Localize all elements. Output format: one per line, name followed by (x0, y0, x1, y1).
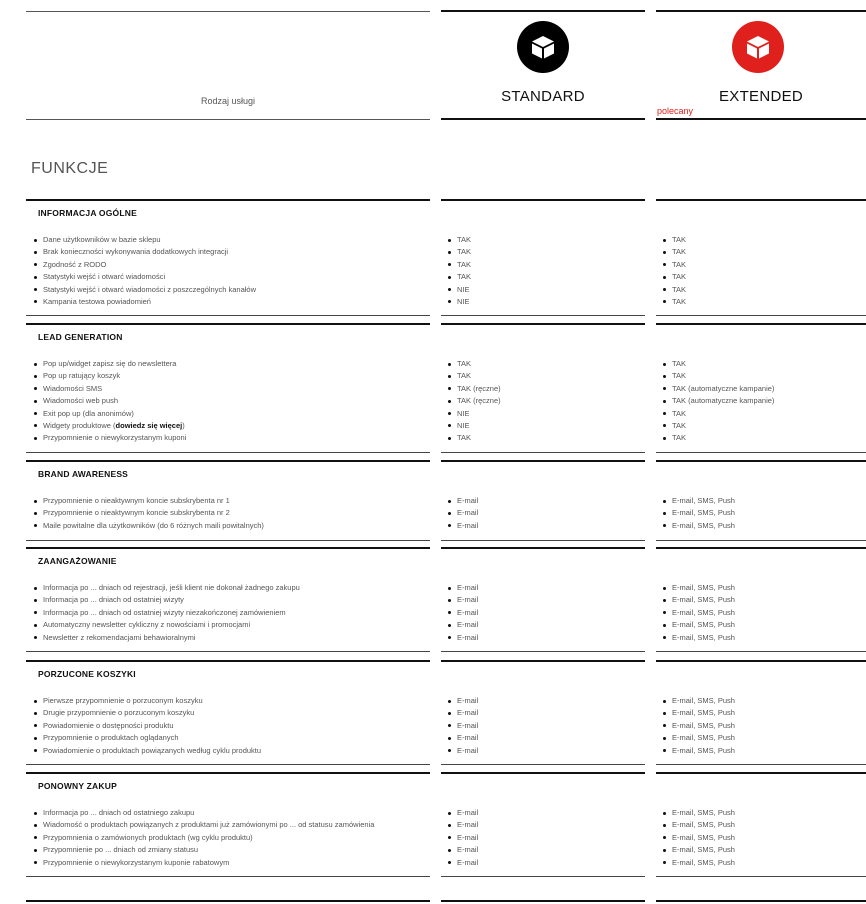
section-bottom-divider (441, 452, 645, 453)
plan-value (662, 507, 862, 519)
plan-value (447, 732, 637, 744)
plan-value (447, 819, 637, 831)
item-text: TAK (672, 259, 687, 269)
item-text: TAK (457, 259, 472, 269)
item-text: Kampania testowa powiadomień (43, 296, 151, 306)
item-text: Wiadomości web push (43, 396, 119, 406)
section-bottom-divider (656, 540, 866, 541)
service-type-label: Rodzaj usługi (200, 96, 256, 106)
item-text: E-mail (457, 745, 479, 755)
item-text: E-mail, SMS, Push (672, 696, 735, 705)
standard-top-divider (441, 10, 645, 12)
item-text: E-mail, SMS, Push (672, 496, 735, 505)
plan-value (662, 807, 862, 819)
feature-item (33, 695, 433, 707)
standard-plan-title: STANDARD (501, 88, 585, 105)
item-text: Newsletter z rekomendacjami behawioralnymi (43, 632, 196, 642)
plan-value (447, 259, 637, 271)
plan-value (447, 507, 637, 519)
section-bottom-divider (656, 315, 866, 316)
feature-item (33, 745, 433, 757)
extended-values-list (662, 234, 862, 308)
plan-value (662, 607, 862, 619)
section-top-divider (26, 460, 430, 462)
plan-value (662, 296, 862, 308)
section-top-divider (26, 547, 430, 549)
extended-plan-icon-circle (732, 21, 784, 73)
plan-value (447, 432, 637, 444)
item-text: Przypomnienie o niewykorzystanym kuponi (43, 433, 187, 443)
feature-item (33, 408, 433, 420)
item-text: Przypomnienie o nieaktywnym koncie subskrybenta nr 2 (43, 508, 230, 518)
item-text: E-mail, SMS, Push (672, 508, 735, 518)
item-text: TAK (672, 408, 687, 418)
feature-item (33, 807, 433, 819)
item-text: E-mail, SMS, Push (672, 832, 735, 842)
item-text: Drugie przypomnienie o porzuconym koszyku (43, 708, 195, 718)
feature-item (33, 259, 433, 271)
item-text: Widgety produktowe ( (43, 420, 116, 430)
plan-value (662, 695, 862, 707)
plan-value (662, 619, 862, 631)
section-top-divider (656, 323, 866, 325)
standard-values-list (447, 495, 637, 532)
item-text: TAK (672, 359, 687, 368)
plan-value (662, 582, 862, 594)
item-text: TAK (automatyczne kampanie) (672, 383, 775, 393)
feature-item (33, 495, 433, 507)
footer-divider (26, 900, 430, 902)
section-top-divider (441, 199, 645, 201)
plan-value (662, 594, 862, 606)
plan-value (447, 607, 637, 619)
feature-item (33, 420, 433, 432)
plan-value (447, 370, 637, 382)
item-text: NIE (457, 284, 470, 294)
plan-value (447, 857, 637, 869)
plan-value (447, 594, 637, 606)
section-bottom-divider (656, 876, 866, 877)
section-top-divider (656, 772, 866, 774)
item-text: E-mail (457, 857, 479, 867)
item-text: Wiadomość o produktach powiązanych z produktami już zamówionymi po ... od statusu zamówienia (43, 820, 375, 830)
plan-value (447, 520, 637, 532)
item-text: E-mail (457, 808, 479, 817)
item-text: Wiadomości SMS (43, 383, 103, 393)
plan-value (662, 720, 862, 732)
item-text: E-mail (457, 607, 479, 617)
plan-value (447, 720, 637, 732)
section-top-divider (441, 547, 645, 549)
item-text: TAK (457, 371, 472, 381)
section-bottom-divider (26, 452, 430, 453)
item-text: Maile powitalne dla użytkowników (do 6 różnych maili powitalnych) (43, 520, 264, 530)
item-text: E-mail, SMS, Push (672, 595, 735, 605)
section-top-divider (656, 660, 866, 662)
item-text: Statystyki wejść i otwarć wiadomości z poszczególnych kanałów (43, 284, 256, 294)
item-text: Informacja po ... dniach od ostatniego zakupu (43, 808, 195, 817)
item-text: E-mail, SMS, Push (672, 632, 735, 642)
plan-value (662, 844, 862, 856)
item-text: TAK (672, 296, 687, 306)
item-text: E-mail (457, 508, 479, 518)
feature-item (33, 358, 433, 370)
section-bottom-divider (26, 540, 430, 541)
item-text: E-mail (457, 708, 479, 718)
feature-item (33, 594, 433, 606)
item-text: E-mail, SMS, Push (672, 620, 735, 630)
header-bottom-divider (26, 119, 430, 120)
plan-value (662, 383, 862, 395)
section-bottom-divider (26, 315, 430, 316)
plan-value (447, 234, 637, 246)
item-text: Automatyczny newsletter cykliczny z nowościami i promocjami (43, 620, 251, 630)
item-text: Informacja po ... dniach od ostatniej wizyty (43, 595, 184, 605)
item-text: Informacja po ... dniach od ostatniej wizyty niezakończonej zamówieniem (43, 607, 286, 617)
item-text: E-mail (457, 520, 479, 530)
item-text: E-mail, SMS, Push (672, 820, 735, 830)
item-text: E-mail (457, 845, 479, 855)
plan-value (662, 832, 862, 844)
section-top-divider (441, 460, 645, 462)
item-text: Powiadomienie o dostępności produktu (43, 720, 174, 730)
plan-value (447, 807, 637, 819)
feature-item (33, 246, 433, 258)
item-text: Brak konieczności wykonywania dodatkowych integracji (43, 247, 229, 257)
section-top-divider (656, 199, 866, 201)
plan-value (662, 707, 862, 719)
item-text: Przypomnienie o nieaktywnym koncie subskrybenta nr 1 (43, 496, 230, 505)
feature-item (33, 844, 433, 856)
feature-item (33, 607, 433, 619)
extended-values-list (662, 495, 862, 532)
plan-value (447, 408, 637, 420)
plan-value (662, 857, 862, 869)
plan-value (662, 395, 862, 407)
section-top-divider (441, 660, 645, 662)
section-bottom-divider (441, 764, 645, 765)
feature-item (33, 819, 433, 831)
item-text: Pop up/widget zapisz się do newslettera (43, 359, 177, 368)
feature-item (33, 271, 433, 283)
plan-value (662, 732, 862, 744)
plan-value (447, 745, 637, 757)
section-top-divider (26, 772, 430, 774)
section-bottom-divider (441, 651, 645, 652)
item-text: TAK (672, 235, 687, 244)
item-text: Dane użytkowników w bazie sklepu (43, 235, 161, 244)
section-bottom-divider (656, 452, 866, 453)
section-top-divider (26, 199, 430, 201)
item-text: TAK (672, 272, 687, 282)
item-text: E-mail, SMS, Push (672, 808, 735, 817)
item-text: E-mail (457, 696, 479, 705)
item-text: Exit pop up (dla anonimów) (43, 408, 134, 418)
item-text-suffix: ) (182, 420, 185, 430)
item-text: E-mail (457, 620, 479, 630)
item-text: TAK (automatyczne kampanie) (672, 396, 775, 406)
plan-value (662, 632, 862, 644)
feature-item (33, 284, 433, 296)
item-text: TAK (457, 433, 472, 443)
plan-value (447, 420, 637, 432)
feature-list (33, 695, 433, 757)
learn-more-link[interactable]: dowiedz się więcej (115, 420, 183, 430)
item-text: E-mail, SMS, Push (672, 720, 735, 730)
plan-value (447, 844, 637, 856)
plan-value (662, 246, 862, 258)
item-text: E-mail (457, 632, 479, 642)
section-title-ponowny-zakup: PONOWNY ZAKUP (38, 781, 117, 791)
section-bottom-divider (441, 876, 645, 877)
feature-item (33, 520, 433, 532)
item-text: Pierwsze przypomnienie o porzuconym koszyku (43, 696, 203, 705)
item-text: Przypomnienie o niewykorzystanym kuponie rabatowym (43, 857, 230, 867)
feature-item (33, 296, 433, 308)
plan-value (662, 520, 862, 532)
item-text: E-mail, SMS, Push (672, 708, 735, 718)
plan-value (662, 259, 862, 271)
plan-value (447, 695, 637, 707)
item-text: E-mail (457, 496, 479, 505)
item-text: E-mail (457, 832, 479, 842)
item-text: E-mail, SMS, Push (672, 857, 735, 867)
feature-item (33, 857, 433, 869)
item-text: E-mail, SMS, Push (672, 745, 735, 755)
standard-header-bottom-divider (441, 118, 645, 120)
item-text: TAK (457, 247, 472, 257)
item-text: TAK (672, 433, 687, 443)
feature-item (33, 707, 433, 719)
header-top-divider (26, 11, 430, 12)
section-title-brand-awareness: BRAND AWARENESS (38, 469, 129, 479)
section-bottom-divider (656, 651, 866, 652)
item-text: TAK (457, 272, 472, 282)
plan-value (447, 271, 637, 283)
plan-value (447, 707, 637, 719)
feature-item (33, 632, 433, 644)
feature-item (33, 383, 433, 395)
plan-value (662, 819, 862, 831)
plan-value (662, 284, 862, 296)
feature-item (33, 432, 433, 444)
plan-value (447, 358, 637, 370)
functions-heading: FUNKCJE (31, 160, 109, 177)
item-text: NIE (457, 408, 470, 418)
section-top-divider (656, 547, 866, 549)
section-top-divider (26, 660, 430, 662)
plan-value (447, 246, 637, 258)
item-text: TAK (457, 235, 472, 244)
item-text: TAK (ręczne) (457, 383, 501, 393)
extended-values-list (662, 582, 862, 644)
feature-item (33, 395, 433, 407)
extended-header-bottom-divider (656, 118, 866, 120)
feature-item (33, 507, 433, 519)
section-top-divider (656, 460, 866, 462)
item-text: E-mail (457, 820, 479, 830)
plan-value (662, 370, 862, 382)
item-text: TAK (ręczne) (457, 396, 501, 406)
feature-item (33, 582, 433, 594)
section-title-lead-generation: LEAD GENERATION (38, 332, 123, 342)
section-bottom-divider (656, 764, 866, 765)
item-text: E-mail, SMS, Push (672, 583, 735, 592)
section-top-divider (26, 323, 430, 325)
section-bottom-divider (441, 540, 645, 541)
extended-top-divider (656, 10, 866, 12)
item-text: NIE (457, 420, 470, 430)
section-title-informacja-og-lne: INFORMACJA OGÓLNE (38, 208, 137, 218)
plan-value (447, 495, 637, 507)
feature-item (33, 370, 433, 382)
feature-item (33, 720, 433, 732)
item-text: E-mail (457, 583, 479, 592)
extended-values-list (662, 695, 862, 757)
plan-value (662, 271, 862, 283)
plan-value (662, 495, 862, 507)
section-top-divider (441, 772, 645, 774)
standard-values-list (447, 582, 637, 644)
standard-values-list (447, 807, 637, 869)
feature-list (33, 234, 433, 308)
feature-list (33, 807, 433, 869)
section-bottom-divider (441, 315, 645, 316)
extended-values-list (662, 358, 862, 445)
item-text: TAK (672, 284, 687, 294)
feature-item (33, 832, 433, 844)
item-text: E-mail, SMS, Push (672, 733, 735, 743)
plan-value (447, 296, 637, 308)
feature-item (33, 234, 433, 246)
feature-item (33, 732, 433, 744)
item-text: TAK (672, 420, 687, 430)
plan-value (447, 832, 637, 844)
item-text: Przypomnienia o zamówionych produktach (wg cyklu produktu) (43, 832, 253, 842)
section-bottom-divider (26, 764, 430, 765)
item-text: Przypomnienie o produktach oglądanych (43, 733, 179, 743)
item-text: TAK (672, 247, 687, 257)
footer-divider-standard (441, 900, 645, 902)
section-bottom-divider (26, 876, 430, 877)
item-text: Przypomnienie po ... dniach od zmiany statusu (43, 845, 199, 855)
feature-list (33, 495, 433, 532)
feature-list (33, 358, 433, 445)
extended-values-list (662, 807, 862, 869)
plan-value (447, 284, 637, 296)
item-text: Zgodność z RODO (43, 259, 107, 269)
item-text: Informacja po ... dniach od rejestracji, jeśli klient nie dokonał żadnego zakupu (43, 583, 300, 592)
item-text: E-mail (457, 720, 479, 730)
plan-value (447, 632, 637, 644)
cube-icon (744, 33, 772, 61)
item-text: E-mail (457, 733, 479, 743)
plan-value (662, 234, 862, 246)
feature-item (33, 619, 433, 631)
plan-value (447, 395, 637, 407)
item-text: TAK (672, 371, 687, 381)
plan-value (662, 432, 862, 444)
item-text: Statystyki wejść i otwarć wiadomości (43, 272, 166, 282)
item-text: TAK (457, 359, 472, 368)
recommended-badge: polecany (657, 106, 694, 116)
plan-value (447, 582, 637, 594)
standard-values-list (447, 358, 637, 445)
footer-divider-extended (656, 900, 866, 902)
section-bottom-divider (26, 651, 430, 652)
plan-value (447, 619, 637, 631)
item-text: E-mail, SMS, Push (672, 607, 735, 617)
item-text: Powiadomienie o produktach powiązanych według cyklu produktu (43, 745, 262, 755)
item-text: E-mail (457, 595, 479, 605)
plan-value (662, 408, 862, 420)
item-text: Pop up ratujący koszyk (43, 371, 121, 381)
item-text: E-mail, SMS, Push (672, 520, 735, 530)
plan-value (662, 358, 862, 370)
section-title-porzucone-koszyki: PORZUCONE KOSZYKI (38, 669, 136, 679)
item-text: E-mail, SMS, Push (672, 845, 735, 855)
feature-list (33, 582, 433, 644)
section-title-zaanga-owanie: ZAANGAŻOWANIE (38, 556, 117, 566)
standard-values-list (447, 234, 637, 308)
plan-value (662, 745, 862, 757)
section-top-divider (441, 323, 645, 325)
cube-icon (529, 33, 557, 61)
standard-plan-icon-circle (517, 21, 569, 73)
plan-value (662, 420, 862, 432)
item-text: NIE (457, 296, 470, 306)
standard-values-list (447, 695, 637, 757)
plan-value (447, 383, 637, 395)
extended-plan-title: EXTENDED (718, 88, 804, 105)
